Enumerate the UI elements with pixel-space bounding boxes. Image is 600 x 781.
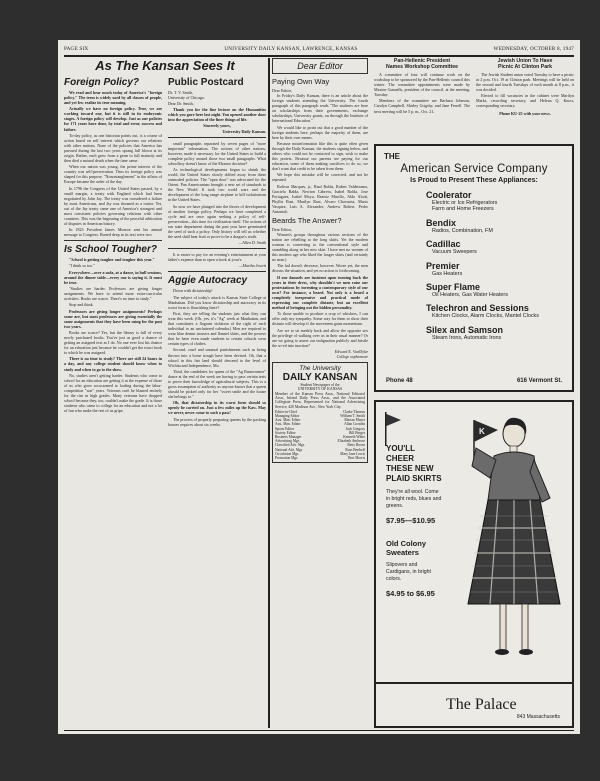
paragraph: The fad doesn't decrease, however. Worse yet, the men discuss the situation, and yet no action is forthcoming. [272,263,368,274]
staff-name: Elizabeth Ambrose [337,439,365,444]
foreign-policy-title: Foreign Policy? [64,77,140,88]
paragraph: So now we have plunged into the throes of development of another foreign policy. Perhaps we have completed a cycle and are once again seeking a policy of self-preservation—this time for civilization itself. The actions of our state department during the past year have germinated the seed of such a policy. Only history will tell us whether the seed shall bear fruit or prove to be a dragon's tooth. [168,203,266,239]
ad-line: Sweaters [386,548,419,557]
paragraph: Down with dictatorship! [173,288,213,294]
newspaper-page [58,40,580,734]
appliance-description: Electric or Ice Refrigerators [432,200,498,206]
paragraph: If our damsels are insistent upon turning back the years in their dress, why shouldn't we men raise our protestations by inventing a contemporary style of our own? For instance, a beard. Not only is a beard a completely inexpensive and practical mode of expressing our complete distaste, but an excellent method of bringing out the hidden personality. [272,274,368,310]
paragraph: First, they are telling the students just what they can wear this week. (Oh, yes, it's "Ag" week at Manhattan, and that constitutes a flagrant violation of the right of each individual to an uncluttered calendar.) Men are required to wear blue denim trousers and flannel shirts, and the powers that be have even made students in certain schools wear certain types of clothes. [168,310,266,347]
section-divider [168,248,266,249]
foreign-policy-continued [168,141,266,246]
appliance-description: Gas Heaters [432,270,463,277]
letter-salutation: Dear Editor, [272,226,292,232]
staff-role: Asst. Man. Editor [275,422,301,427]
staff-role: Society Editor [275,430,296,435]
staff-name: Mary Jane Lewis [340,451,365,456]
paragraph: There is no time to study? There are still 24 hours in a day, and any college student should know when to study and when to go to the show. [64,356,162,372]
paragraph: The Jewish Student union voted Tuesday to have a picnic at 2 p.m. Oct. 19 at Clinton park. Meetings will be held on the second and fourth Tuesdays of each month at 8 p.m., it was decided. [476,72,574,93]
paragraph: No, studies aren't getting harder. Students who come to school for an education are getting it at the expense of those of us who grow accustomed to loafing during the labor-competition "war" years. Veterans can't be blamed entirely for the rise in high grades. Many veterans have dropped school because they, too, couldn't make the grade. It is those students who came to college for an education and not a lot of fun who make the rest of us gripe. [64,372,162,414]
paragraph: Third, the candidates for queen of the "Ag Barnwarmer" dance at the end of the week are having to pass certain tests to prove their knowledge of agricultural subjects. This is a gross assumption of authority as anyone knows that a queen should be picked only for her "sweet smile and the house she belongs to." [168,368,266,400]
skirt-price: $7.95—$10.95 [386,516,436,525]
school-tougher-title: Is School Tougher? [64,244,157,256]
appliance-item [426,261,564,277]
appliance-item [426,190,564,213]
palace-logo: Palace [474,696,517,713]
appliance-list [384,190,564,341]
staff-name: Betty Rosen [347,443,365,448]
paragraph: Second, cruel and unusual punishments such as being thrown into a horse trough have been devised. Oh, that a school in this fair land should descend to the level of Wichita and Independence, Mo. [168,347,266,368]
appliance-brand: Silex and Samson [426,324,504,335]
paragraph: The process of properly preparing queens by the packing houses requires about six weeks. [168,416,266,427]
staff-name: Kenneth White [343,435,365,440]
appliance-item [426,218,564,234]
dear-editor-box: Dear Editor [272,58,368,74]
staff-name: William T. Smith [340,414,365,418]
ad-tagline: Is Proud to Present These Appliances: [410,177,538,184]
ad-heading [384,152,564,161]
signature: —Allen D. Smith [238,240,266,246]
ad-address: 616 Vermont St. [516,378,562,384]
staff-name: Bill Berger [348,430,365,435]
paragraph: Professors are giving longer assignments? Perhaps some are, but most professors are giving essentially the same assignments that they have been using for the past two years. [64,308,162,329]
ad-line: CHEER [386,454,415,463]
paragraph: As technological developments began to shrink the world, the United States slowly drifted away from these outmoded policies. The "open door" was advocated for the Orient. Pan Americanism brought a new set of standards to the New World. It took two world wars and the development of the long range airplane to kill isolationism in the United States. [168,166,266,203]
section-divider [168,271,266,272]
jewish-union-subtitle: Picnic At Clinton Park [498,64,552,70]
paragraph: Actually we have no foreign policy. True, we are working toward one, but it is still in its embryonic stages. A foreign policy will develop. Just as our policies for 171 years have done, by trial and error, success and failure. [64,106,162,132]
paragraph: Women's groups throughout various sections of the nation are rebelling at the long skirts. Yet the modern woman is converting to the conventional style and stumbling along in her new skirt. I have met no women of this modern age who liked the longer skirts (and certainly no man.) [272,231,368,263]
paragraph: Because misinformation like this is quite often given through the Daily Kansan, the students signing below, and others who could not be contacted to sign, wish to make this protest. Because our parents are paying for our education, some of them making sacrifices to do so, we don't want that credit to be taken from them. [272,140,368,172]
sweater-description: Slipovers and Cardigans, in bright colors. [386,562,431,582]
page-number: PAGE SIX [64,46,89,52]
paragraph: "School is getting tougher and tougher this year." [69,257,155,263]
page-header [64,44,574,54]
paragraph: A committee of four will continue work on the workshop to be sponsored by the Pan-Hellenic council this winter. The committee appointments were made by Maxine Gunnells, president of the council, at the meeting, Tuesday. [374,72,470,98]
panhellenic-subtitle: Names Workshop Committee [386,64,458,70]
paragraph: To-day policy, as one historian points out, is a course of action based on self interest which governs our relations with other nations. None of the policies that America has pursued during the last two years sprang full blown at its origin. Rather, each grew from a germ to full maturity and then died a natural death when the time came. [64,132,162,163]
skirt-description: They're all wool. Come in bright reds, blues and greens. [386,489,442,509]
appliance-brand: Cadillac [426,239,461,250]
pennant-icon [384,412,402,446]
staff-name: Marian Mayer [344,418,365,423]
letter-signature-title: College sophomore [336,353,368,359]
ad-line: THESE NEW [386,464,434,473]
paragraph: Bolivar Marques, jr., Raul Rolda, Ruben Valderrama, Graciela Balda, Newton Cabrera, Isabel Rolda, Jose Portuguez, Isabel Moya, Beatriz Murillo, Aldo Alotti, Phyllis Rust, Marilyn Rust, Alvaro Chavarria, Mario Vasquez, Luis A. Alexander, Andrew Robert, Pedro Antonioli. [272,183,368,214]
ad-phone: Phone 48 [386,378,413,384]
school-tougher-article [64,257,162,413]
appliance-brand: Bendix [426,217,457,228]
staff-name: Jack Gregory [345,426,365,431]
ad-the: THE [384,152,400,161]
sweater-price: $4.95 to $6.95 [386,589,435,598]
appliance-item [426,303,564,319]
paragraph: It is easier to pay for an evening's entertainment at your father's expense than to open a book at your's. [168,252,266,263]
appliance-description: Farm and Home Freezers [432,206,494,213]
aggie-article [168,288,266,426]
appliance-description: Vacuum Sweepers [432,249,477,256]
masthead-line: UNIVERSITY OF KANSAS [297,386,343,391]
letter-signature: Edward E. VonDyke [334,348,368,354]
paragraph: Are we to sit meekly back and allow the opposite sex the privilege of walking over us in their usual manner? Or are we going to assert our indignation publicly and bristle the so-ed into inaction? [272,327,368,348]
section-divider [64,240,162,241]
staff-name: Russ Benhoff [345,447,365,452]
postcard-article [168,90,266,134]
paragraph: Members of the committee are Barbara Johnson, Carolyn Campbell, Shirley Grigsby, and Jane Ferrell. The next meeting will be 5 p. m., Oct. 21. [374,98,470,114]
staff-role: Business Manager [275,435,302,440]
staff-row [275,456,365,460]
masthead-name: DAILY KANSAN [282,371,358,383]
staff-role: Editor-in-Chief [275,409,298,414]
pennant-letter: K [479,427,485,436]
appliance-item [426,325,564,341]
palace-copy [386,444,456,598]
column-3 [272,58,368,728]
ad-line: PLAID SKIRTS [386,474,442,483]
column-rule [268,58,270,728]
news-phone-note: Phone KU-25 with your news. [499,110,551,116]
quote-box [168,252,266,268]
staff-name: Allan Coombs [344,422,365,427]
paragraph: small paragraphs separated by seven pages of "more important" information. The actions of other nations, however, made it necessary for the United States to build a complete policy around those two small paragraphs. What schoolboy doesn't know of the Monroe doctrine? [168,140,266,166]
staff-role: Asst. Man. Editor [275,418,301,423]
company-name: American Service Company [400,163,548,175]
staff-role: Circulation Mgr. [275,451,299,456]
staff-role: Managing Editor [275,414,300,418]
editorial-banner: As The Kansan Sees It [95,58,235,73]
issue-date: WEDNESDAY, OCTOBER 8, 1947 [493,46,574,52]
paragraph: In 1796 the Congress of the United States passed, by a small margin, a treaty with England which had been negotiated by John Jay. The treaty was considered a failure by most Americans, and Jay was doomed as a traitor. Yet, out of the Jay treaty came one of America's strongest and most consistent policies governing relations with other countries. This was the beginning of the peaceful arbitration of disputes in American history. [64,185,162,226]
paragraph: In Friday's Daily Kansan, there is an article about the foreign students attending the University. The fourth paragraph of this paragraph reads "The students are here on scholarships from their governments, exchange scholarships, University grants, on through the Institute of International Education." [272,93,368,124]
jewish-union-title: Jewish Union To Have [497,58,553,64]
palace-logo-bar [376,682,572,726]
jewish-union-body [476,72,574,116]
staff-name: Bert Morris [348,456,365,461]
signature: —Martha Jewett [238,263,266,269]
paper-name: UNIVERSITY DAILY KANSAN, LAWRENCE, KANSAS [224,46,358,52]
paragraph: The subject of today's attack is Kansas State College at Manhattan. Did you know dictatorship and autocracy in its worst form is flourishing there? [168,294,266,310]
postcard-to-affiliation: University of Chicago. [168,95,205,101]
appliance-description: Oil Heaters, Gas Water Heaters [432,292,508,299]
aggie-title: Aggie Autocracy [168,275,248,287]
section-divider [168,137,266,138]
letter-1 [272,88,368,214]
panhellenic-title: Pan-Hellenic President [393,58,451,64]
paragraph: To those unable to produce a crop of whiskers, I can offer only my sympathy. Some way for them to show their distaste will develop if the movement gains momentum. [272,311,368,327]
american-service-ad [374,144,574,392]
panhellenic-body [374,72,470,114]
letter-salutation: Dear Editor, [272,88,292,93]
appliance-item [426,282,564,298]
masthead-details: Member of the Kansas Press Assn., National Editorial Assn., Inland Daily Press Assn., and the Associated Collegiate Press. Represented for National Advertising Service, 420 Madison Ave., New York City. [275,391,365,409]
appliance-brand: Premier [426,260,460,271]
staff-role: Promotion Mgr. [275,456,298,461]
ad-footer [386,378,562,384]
woman-illustration [456,408,570,668]
paragraph: "I think so too." [69,263,95,269]
staff-role: Classified Adv. Mgr. [275,443,305,448]
staff-role: National Adv. Mgr. [275,447,303,452]
postcard-from: University Daily Kansan. [222,128,266,134]
paragraph: Thank you for the fine lecture on the Humanities which you gave here last night. You opened another door into the appreciation of the finer things of life. [168,107,266,123]
paragraph: We would like to point out that a good number of the foreign students here, perhaps the majority of them, are here by their own means. [272,124,368,140]
bottom-rule [64,730,574,731]
palace-logo-the: The [446,696,471,713]
paragraph: In 1823 President James Monroe sent his annual message to Congress. Buried deep in its text were two [64,227,162,238]
palace-address: 843 Massachusetts [516,714,560,720]
appliance-brand: Coolerator [426,190,472,200]
paragraph: Books are scarce? Yes, but the library is full of every newly purchased books. You've just as good a chance of getting an assigned text as I do. No one ever lost his chance for an education just because he couldn't get the exact book to which he was assigned. [64,329,162,356]
palace-ad [374,400,574,728]
masthead-the: The University [299,364,341,372]
letter-2 [272,227,368,359]
paragraph: We hope this mistake will be corrected, and not be repeated. [272,172,368,183]
appliance-item [426,239,564,255]
ad-line: YOU'LL [386,444,416,453]
postcard-title: Public Postcard [168,77,244,88]
staff-role: Advertising Mgr. [275,439,300,444]
paragraph: Everywhere—over a soda, at a dance, in bull sessions, around the dinner table—every one is saying it. It must be true. [64,269,162,285]
paragraph: "Studies are harder. Professors are giving longer assignments. We have to attend more extra-curricular activities. Books are scarce. There's no time to study." [64,286,162,302]
ad-line: Old Colony [386,539,426,548]
appliance-description: Radios, Combination, FM [432,227,493,234]
masthead-line: Student Newspaper of the [300,382,340,387]
column-1 [64,76,162,728]
appliance-description: Steam Irons, Automatic Irons [432,334,502,341]
postcard-closing: Sincerely yours, [203,123,231,129]
masthead-box [272,362,368,463]
column-2 [168,76,266,728]
paragraph: Stop and think. [69,302,94,308]
paragraph: We read and hear much today of America's "foreign policy." The term is widely used by all classes of people, and yet few realize its true meaning. [64,90,162,106]
appliance-brand: Telechron and Sessions [426,303,529,314]
appliance-brand: Super Flame [426,282,481,293]
staff-role: Sports Editor [275,426,295,431]
staff-name: Clarke Thomas [343,409,365,414]
postcard-salutation: Dear Dr. Smith, [168,101,194,107]
paragraph: Oh, that dictatorship in its worst form should so openly be carried on. Just a few miles up the Kaw. May we never, never come to such a pass! [168,400,266,416]
postcard-to: Dr. T. V. Smith, [168,90,194,95]
paragraph: Elected to fill vacancies in the cabinet were Marilyn Marks, recording secretary, and Helena Q. Knorr, corresponding secretary. [476,93,574,109]
staff-list [275,410,365,460]
letter-2-title: Beards The Answer? [272,215,342,225]
foreign-policy-article [64,90,162,237]
header-rule [64,55,574,57]
appliance-description: Kitchen Clocks, Alarm Clocks, Mantel Clocks [432,313,539,320]
letter-1-title: Paying Own Way [272,77,330,86]
paragraph: When our nation was young, the prime interest of the country was self-preservation. Thus its foreign policy was shaped for this purpose. "Noncntanglement" in the affairs of Europe became the order of the day. [64,164,162,185]
